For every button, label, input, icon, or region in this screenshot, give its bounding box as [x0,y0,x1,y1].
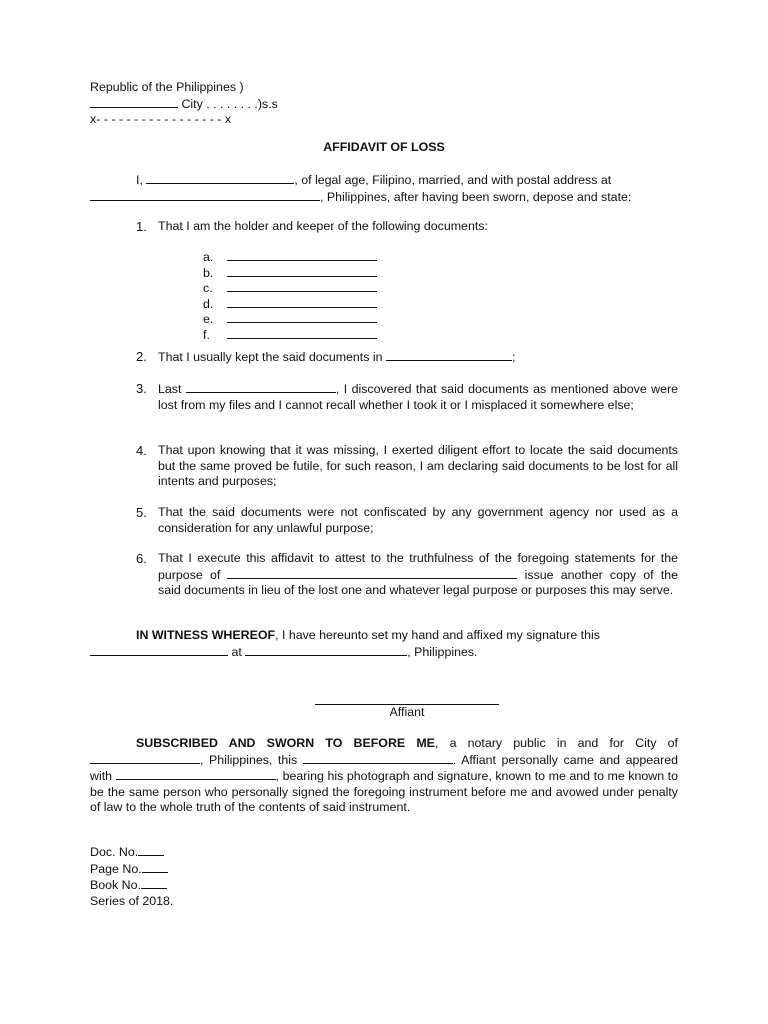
notary-city-blank [90,752,200,764]
document-title: AFFIDAVIT OF LOSS [323,140,445,154]
series-line: Series of 2018. [90,893,174,908]
book-no: Book No. [90,877,678,894]
sub-item-c: c. [203,280,403,296]
sub-item-f: f. [203,327,403,343]
item-1-text: That I am the holder and keeper of the following documents: [158,219,488,233]
city-line: City . . . . . . . .)s.s [90,96,678,113]
sworn-date-blank [303,752,453,764]
purpose-blank [227,567,517,579]
item-5-text: That the said documents were not confiscated by any government agency nor used as a consideration for any unlawful purpose; [158,505,678,535]
location-blank [386,349,512,361]
header [90,80,678,128]
item-2-number: 2. [136,349,147,364]
item-4-text: That upon knowing that it was missing, I exerted diligent effort to locate the said documents but the same proved be futile, for such reason, I am declaring said documents to be lost for all intents and purposes; [158,443,678,488]
subscribed-paragraph: SUBSCRIBED AND SWORN TO BEFORE ME, a notary public in and for City of , Philippines, this . Affiant personally came and appeared with , bearing his photograph and signature, known to me and to me known to be the same person who personally signed the foregoing instrument before me and avowed under penalty of law to the whole truth of the contents of said instrument. [90,736,679,814]
notary-footer [90,844,678,909]
item-3-number: 3. [136,381,147,396]
intro-paragraph: I, , of legal age, Filipino, married, and with postal address at , Philippines, after having been sworn, depose and state: [90,172,678,205]
address-blank [90,189,320,201]
item-6-text: That I execute this affidavit to attest to the truthfulness of the foregoing statements for the purpose of issue another copy of the said documents in lieu of the lost one and whatever legal purpose or purposes this may serve. [158,551,678,597]
witness-date-blank [90,644,228,656]
id-document-blank [116,768,276,780]
sub-item-a: a. [203,249,403,265]
item-3-text: Last , I discovered that said documents as mentioned above were lost from my files and I cannot recall whether I took it or I misplaced it somewhere else; [158,382,678,412]
sub-item-b: b. [203,265,403,281]
item-1-number: 1. [136,219,147,234]
item-5-number: 5. [136,505,147,520]
republic-line: Republic of the Philippines ) [90,80,244,94]
sub-item-e: e. [203,311,403,327]
affiant-label: Affiant [389,705,425,719]
item-2-text: That I usually kept the said documents in ; [158,350,516,364]
doc-no: Doc. No. [90,844,678,861]
item-4-number: 4. [136,443,147,458]
page-no: Page No. [90,861,678,878]
witness-place-blank [245,644,407,656]
date-lost-blank [186,381,336,393]
witness-paragraph: IN WITNESS WHEREOF, I have hereunto set my hand and affixed my signature this at , Philippines. [90,628,678,660]
x-line: x- - - - - - - - - - - - - - - - - x [90,112,232,126]
city-blank [90,96,178,108]
sub-item-d: d. [203,296,403,312]
name-blank [146,172,294,184]
item-6-number: 6. [136,551,147,566]
